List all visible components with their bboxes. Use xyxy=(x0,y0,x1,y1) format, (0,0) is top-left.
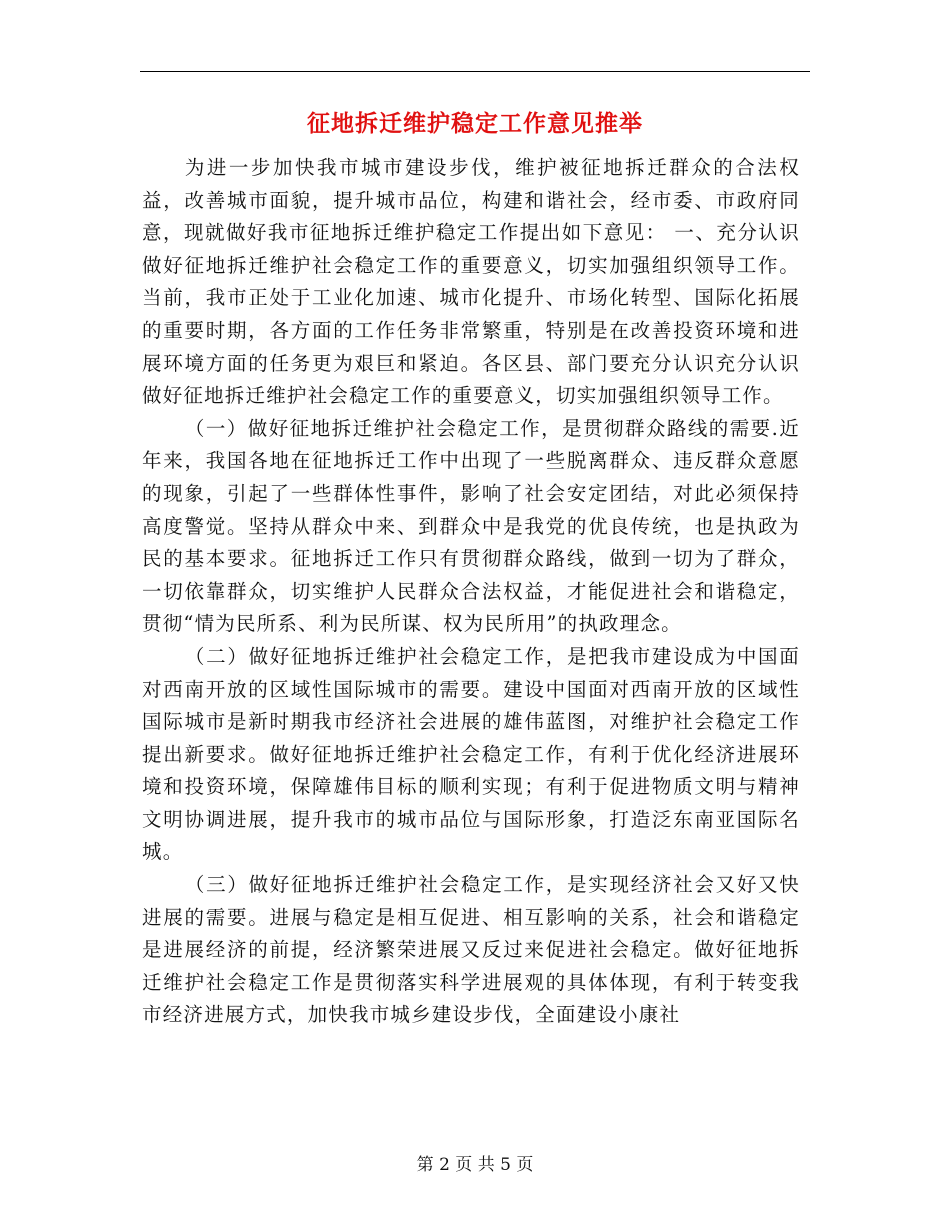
paragraph-intro: 为进一步加快我市城市建设步伐，维护被征地拆迁群众的合法权益，改善城市面貌，提升城市品位，构建和谐社会，经市委、市政府同意，现就做好我市征地拆迁维护稳定工作提出如下意见： 一、充分认识做好征地拆迁维护社会稳定工作的重要意义，切实加强组织领导工作。 当前，我市正处于工业化加速、城市化提升、市场化转型、国际化拓展的重要时期，各方面的工作任务非常繁重，特别是在改善投资环境和进展环境方面的任务更为艰巨和紧迫。各区县、部门要充分认识充分认识做好征地拆迁维护社会稳定工作的重要意义，切实加强组织领导工作。 xyxy=(142,156,800,408)
paragraph-1: （一）做好征地拆迁维护社会稳定工作，是贯彻群众路线的需要.近年来，我国各地在征地拆迁工作中出现了一些脱离群众、违反群众意愿的现象，引起了一些群体性事件，影响了社会安定团结，对此必须保持高度警觉。坚持从群众中来、到群众中是我党的优良传统，也是执政为民的基本要求。征地拆迁工作只有贯彻群众路线，做到一切为了群众，一切依靠群众，切实维护人民群众合法权益，才能促进社会和谐稳定，贯彻“情为民所系、利为民所谋、权为民所用”的执政理念。 xyxy=(142,416,800,636)
document-title: 征地拆迁维护稳定工作意见推举 xyxy=(307,110,643,137)
header-rule xyxy=(140,71,810,72)
paragraph-2: （二）做好征地拆迁维护社会稳定工作，是把我市建设成为中国面对西南开放的区域性国际城市的需要。建设中国面对西南开放的区域性国际城市是新时期我市经济社会进展的雄伟蓝图，对维护社会稳定工作提出新要求。做好征地拆迁维护社会稳定工作，有利于优化经济进展环境和投资环境，保障雄伟目标的顺利实现；有利于促进物质文明与精神文明协调进展，提升我市的城市品位与国际形象，打造泛东南亚国际名城。 xyxy=(142,644,800,864)
page-number: 第 2 页 共 5 页 xyxy=(416,1155,534,1175)
paragraph-3: （三）做好征地拆迁维护社会稳定工作，是实现经济社会又好又快进展的需要。进展与稳定是相互促进、相互影响的关系，社会和谐稳定是进展经济的前提，经济繁荣进展又反过来促进社会稳定。做好征地拆迁维护社会稳定工作是贯彻落实科学进展观的具体体现，有利于转变我市经济进展方式，加快我市城乡建设步伐，全面建设小康社 xyxy=(142,873,800,1027)
document-body xyxy=(142,152,800,1032)
